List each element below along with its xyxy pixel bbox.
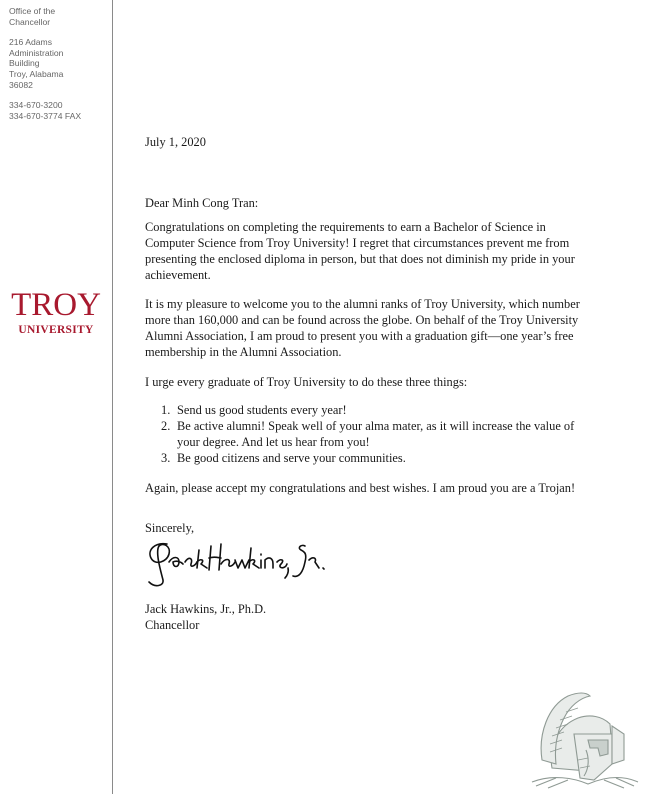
three-things-list [145, 402, 585, 466]
list-text: Be good citizens and serve your communities. [177, 451, 406, 465]
list-number: 2. [161, 419, 171, 433]
handwritten-signature [145, 532, 345, 590]
signer-name: Jack Hawkins, Jr., Ph.D. [145, 602, 267, 616]
logo-subword: UNIVERSITY [18, 324, 94, 336]
paragraph: I urge every graduate of Troy University to do these three things: [145, 375, 468, 389]
address-line: Building [9, 58, 40, 69]
paragraph: It is my pleasure to welcome you to the alumni ranks of Troy University, which number more than 160,000 and can be found across the globe. On behalf of the Troy University Alumni Association, I am proud to present you with a graduation gift—one year’s free membership in the Alumni Association. [145, 297, 580, 359]
list-number: 1. [161, 403, 171, 417]
paragraph: Again, please accept my congratulations and best wishes. I am proud you are a Trojan! [145, 481, 576, 495]
address-line: Administration [9, 47, 64, 58]
list-item [145, 402, 585, 418]
office-line: Chancellor [9, 16, 51, 27]
troy-university-logo [4, 289, 108, 336]
logo-wordmark: TROY [11, 287, 101, 323]
sidebar-divider [112, 0, 113, 794]
list-item [145, 418, 585, 450]
list-item [145, 450, 585, 466]
fax-number: 334-670-3774 FAX [9, 110, 82, 121]
salutation: Dear Minh Cong Tran: [145, 196, 259, 210]
office-address [9, 6, 109, 131]
list-text: Send us good students every year! [177, 403, 347, 417]
letter-date: July 1, 2020 [145, 135, 206, 149]
list-text: Be active alumni! Speak well of your alma mater, as it will increase the value of your degree. And let us hear from you! [177, 419, 575, 449]
list-number: 3. [161, 451, 171, 465]
address-line: 216 Adams [9, 37, 52, 48]
trojan-helmet-emblem [528, 690, 640, 790]
paragraph: Congratulations on completing the requirements to earn a Bachelor of Science in Computer Science from Troy University! I regret that circumstances prevent me from presenting the enclosed diploma in person, but that does not diminish my pride in your achievement. [145, 220, 575, 282]
address-line: 36082 [9, 79, 33, 90]
address-line: Troy, Alabama [9, 68, 64, 79]
phone-number: 334-670-3200 [9, 100, 63, 111]
closing: Sincerely, [145, 521, 195, 535]
signer-title: Chancellor [145, 618, 200, 632]
office-line: Office of the [9, 6, 56, 16]
letterhead-sidebar [0, 0, 112, 794]
